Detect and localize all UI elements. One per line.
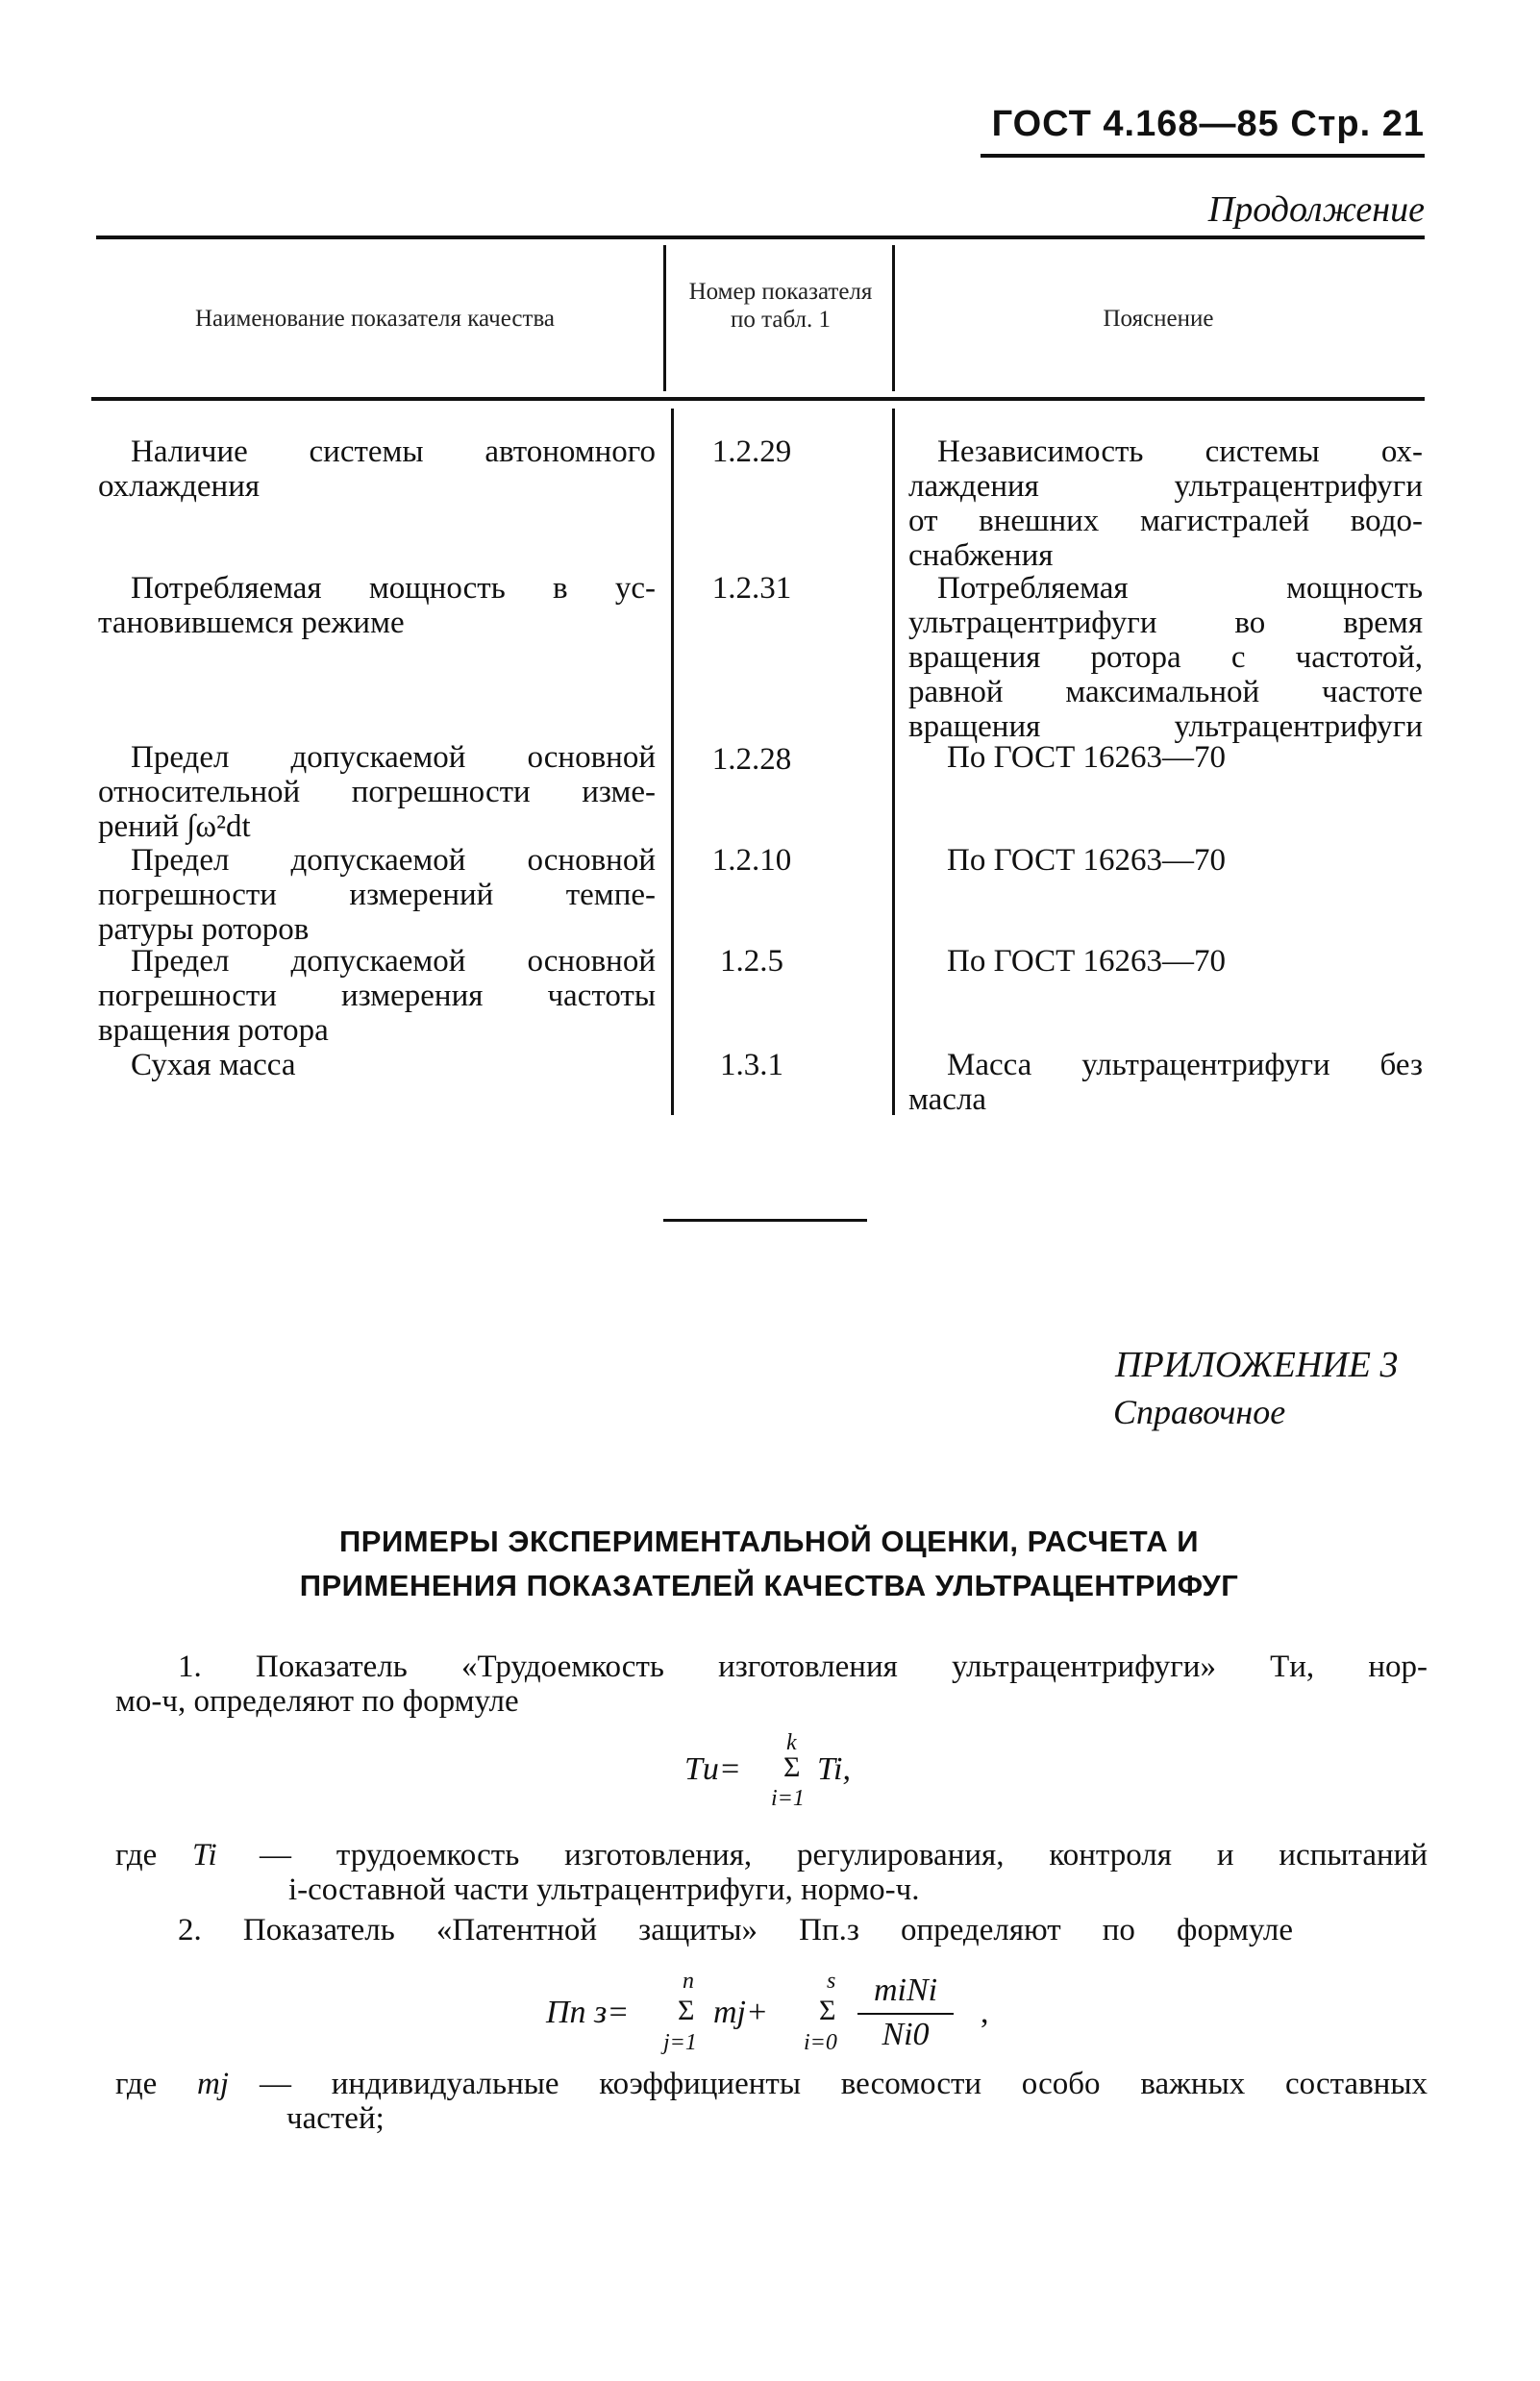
formula-2-sum1-lower: j=1 xyxy=(663,2030,697,2055)
formula-1-lower-limit: i=1 xyxy=(771,1786,805,1811)
running-head: ГОСТ 4.168—85 Стр. 21 xyxy=(991,104,1425,144)
where-definition: i-составной части ультрацентрифуги, нормо-ч. xyxy=(288,1873,920,1907)
appendix-label: ПРИЛОЖЕНИЕ 3 xyxy=(1115,1345,1399,1385)
section-separator xyxy=(663,1219,867,1222)
table-cell-name: Предел допускаемой основной погрешности измерений темпе- ратуры роторов xyxy=(98,843,656,947)
table-divider xyxy=(892,245,895,391)
formula-2-fraction-bar xyxy=(857,2013,954,2015)
continuation-label: Продолжение xyxy=(1207,189,1425,230)
table-cell-number: 1.2.29 xyxy=(711,434,792,469)
formula-1-sigma: Σ xyxy=(783,1751,801,1783)
table-header-name: Наименование показателя качества xyxy=(194,306,556,332)
where-definition: частей; xyxy=(286,2101,385,2136)
formula-2-sum2-lower: i=0 xyxy=(804,2030,837,2055)
where-label: где xyxy=(115,1838,158,1873)
formula-2-sum1-upper: n xyxy=(683,1969,694,1994)
table-cell-name: Наличие системы автономного охлаждения xyxy=(98,434,656,504)
formula-1-lhs: Tи= xyxy=(684,1751,741,1787)
appendix-title-line: ПРИМЕРЫ ЭКСПЕРИМЕНТАЛЬНОЙ ОЦЕНКИ, РАСЧЕТА И xyxy=(339,1525,1199,1558)
table-cell-number: 1.2.10 xyxy=(711,843,792,878)
table-cell-note: По ГОСТ 16263—70 xyxy=(947,843,1226,878)
formula-2-sum2-sigma: Σ xyxy=(819,1995,836,2026)
formula-2-sum1-term: mj+ xyxy=(713,1995,768,2030)
formula-2-tail: , xyxy=(981,1995,989,2030)
table-header-note: Пояснение xyxy=(1103,306,1214,332)
table-cell-name: Предел допускаемой основной погрешности измерения частоты вращения ротора xyxy=(98,944,656,1048)
table-divider xyxy=(892,409,895,1115)
table-cell-number: 1.2.28 xyxy=(711,742,792,777)
paragraph-1-line: 1. Показатель «Трудоемкость изготовления ультрацентрифуги» Tи, нор- xyxy=(178,1649,1428,1684)
appendix-kind: Справочное xyxy=(1113,1393,1286,1431)
appendix-title-line: ПРИМЕНЕНИЯ ПОКАЗАТЕЛЕЙ КАЧЕСТВА УЛЬТРАЦЕНТРИФУГ xyxy=(299,1569,1239,1602)
where-definition: — трудоемкость изготовления, регулирования, контроля и испытаний xyxy=(260,1838,1428,1873)
table-cell-name: Сухая масса xyxy=(131,1048,296,1082)
table-cell-note: Потребляемая мощность ультрацентрифуги во время вращения ротора с частотой, равной максимальной частоте вращения ультрацентрифуги xyxy=(908,571,1423,744)
table-header-number: Номер показателя по табл. 1 xyxy=(688,279,873,333)
table-header-rule xyxy=(91,397,1425,401)
table-top-rule xyxy=(96,236,1425,239)
table-cell-note: По ГОСТ 16263—70 xyxy=(947,740,1226,775)
table-cell-number: 1.3.1 xyxy=(720,1048,783,1082)
table-cell-number: 1.2.5 xyxy=(720,944,783,979)
paragraph-1-line: мо-ч, определяют по формуле xyxy=(115,1684,519,1719)
table-divider xyxy=(663,245,666,391)
table-cell-name: Предел допускаемой основной относительной погрешности изме- рений ∫ω²dt xyxy=(98,740,656,844)
table-cell-note: Масса ультрацентрифуги без масла xyxy=(908,1048,1423,1117)
formula-2-sum1-sigma: Σ xyxy=(678,1995,695,2026)
formula-2-numerator: miNi xyxy=(873,1972,938,2008)
paragraph-2-line: 2. Показатель «Патентной защиты» Пп.з определяют по формуле xyxy=(178,1913,1293,1947)
where-symbol: mj xyxy=(197,2067,229,2101)
where-label: где xyxy=(115,2067,158,2101)
table-cell-number: 1.2.31 xyxy=(711,571,792,606)
header-rule xyxy=(981,154,1425,158)
where-definition: — индивидуальные коэффициенты весомости особо важных составных xyxy=(260,2067,1428,2101)
formula-2-lhs: Пп з= xyxy=(546,1995,630,2030)
formula-2-denominator: Ni0 xyxy=(882,2017,930,2052)
formula-1-term: Ti, xyxy=(817,1751,851,1787)
table-cell-note: Независимость системы ох- лаждения ультрацентрифуги от внешних магистралей водо- снабжения xyxy=(908,434,1423,573)
table-cell-note: По ГОСТ 16263—70 xyxy=(947,944,1226,979)
table-cell-name: Потребляемая мощность в ус- тановившемся режиме xyxy=(98,571,656,640)
where-symbol: Ti xyxy=(192,1838,217,1873)
formula-1-upper-limit: k xyxy=(786,1730,797,1755)
formula-2-sum2-upper: s xyxy=(827,1969,836,1994)
